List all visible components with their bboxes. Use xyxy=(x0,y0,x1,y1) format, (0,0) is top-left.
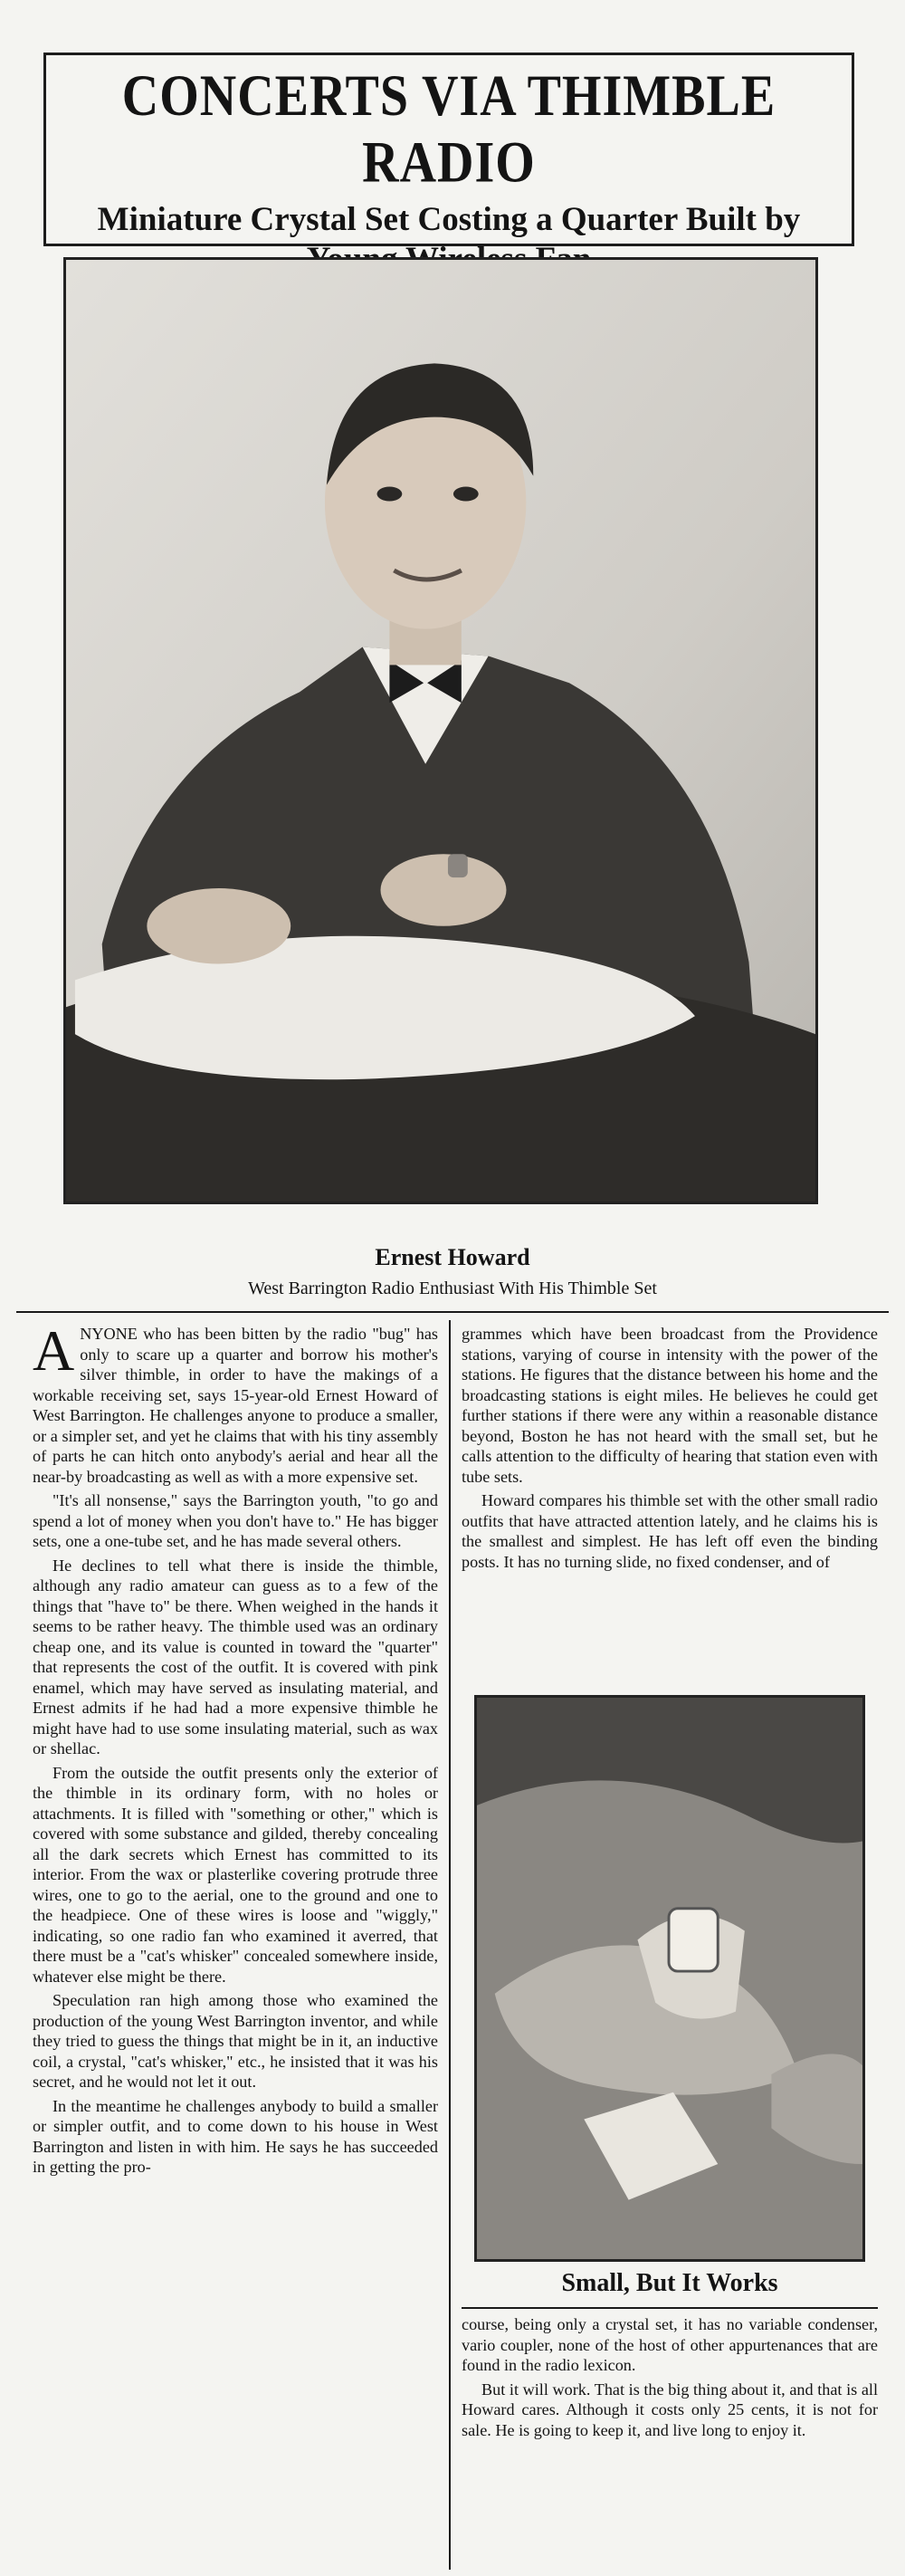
article-right-top xyxy=(462,1324,878,1686)
portrait-photo xyxy=(63,257,818,1204)
article-paragraph: Howard compares his thimble set with the other small radio outfits that have attracted attention lately, and he claims his is the smallest and simplest. He has left off even the binding posts. It has no turning slide, no fixed condenser, and of xyxy=(462,1491,878,1571)
article-paragraph: But it will work. That is the big thing about it, and that is all Howard cares. Although it costs only 25 cents, it is not for sale. He is going to keep it, and live long to enjoy it. xyxy=(462,2380,878,2439)
section-rule xyxy=(16,1311,889,1313)
article-paragraph: Speculation ran high among those who examined the production of the young West Barrington inventor, and while they tried to guess the things that might be in it, an inductive coil, a crystal, "cat's whisker," etc., he insisted that it was his secret, and he would not let it out. xyxy=(33,1991,438,2091)
article-paragraph: "It's all nonsense," says the Barrington youth, "to go and spend a lot of money when you don't have to." He has bigger sets, one a one-tube set, and he has made several others. xyxy=(33,1491,438,1550)
portrait-caption-text: West Barrington Radio Enthusiast With His Thimble Set xyxy=(248,1278,657,1298)
column-rule xyxy=(449,1320,451,2570)
headline-subtitle-line1: Miniature Crystal Set Costing a Quarter Built by xyxy=(97,201,801,238)
drop-cap: A xyxy=(33,1318,75,1383)
article-paragraph: course, being only a crystal set, it has no variable condenser, vario coupler, none of the host of other appurtenances that are found in the radio lexicon. xyxy=(462,2315,878,2374)
article-right-bottom xyxy=(462,2314,878,2568)
thimble-photo xyxy=(474,1695,865,2262)
article-paragraph: ANYONE who has been bitten by the radio "bug" has only to scare up a quarter and borrow his mother's silver thimble, in order to have the makings of a workable receiving set, says 15-year-old Ernest Howard of West Barrington. He challenges anyone to produce a smaller, or a simpler set, and yet he claims that with his tiny assembly of parts he can hitch onto anybody's aerial and hear all the near-by broadcasting as well as with a more expensive set. xyxy=(33,1318,438,1486)
article-paragraph: He declines to tell what there is inside the thimble, although any radio amateur can guess as to a few of the things that "have to" be there. When weighed in the hands it seems to be rather heavy. The thimble used was an ordinary cheap one, and its value is counted in toward the "quarter" that represents the cost of the outfit. It is covered with pink enamel, which may have served as insulating material, and Ernest admits if he had had a more expensive thimble he might have had to use some insulating material, such as wax or shellac. xyxy=(33,1556,438,1757)
article-paragraph: In the meantime he challenges anybody to build a smaller or simpler outfit, and to come down to his house in West Barrington and listen in with him. He says he has succeeded in getting the pro- xyxy=(33,2096,438,2176)
portrait-caption-name: Ernest Howard xyxy=(375,1244,530,1270)
article-paragraph: From the outside the outfit presents only the exterior of the thimble in its ordinary form, with no holes or attachments. It is filled with "something or other," which is covered with some substance and gilded, thereby concealing all the dark secrets which Ernest has committed to its interior. From the wax or plasterlike covering protrude three wires, one to go to the aerial, one to the ground and one to the headpiece. One of these wires is loose and "wiggly," indicating, so one radio fan who examined it averred, that there must be a "cat's whisker" concealed somewhere inside, whatever else might be there. xyxy=(33,1763,438,1986)
caption-rule xyxy=(462,2307,878,2309)
thimble-photo-caption: Small, But It Works xyxy=(561,2269,778,2297)
article-paragraph: grammes which have been broadcast from the Providence stations, varying of course in intensity with the power of the stations. He figures that the distance between his home and the broadcasting stations is eight miles. He believes he could get further stations if there were any within a reasonable distance beyond, Boston he has not heard with the small set, but he calls attention to the difficulty of hearing that station even with tube sets. xyxy=(462,1325,878,1486)
headline-box xyxy=(43,53,854,246)
thimble-illustration xyxy=(477,1698,862,2259)
portrait-illustration xyxy=(66,260,815,1202)
headline-title: CONCERTS VIA THIMBLE RADIO xyxy=(121,63,776,196)
article-left-column xyxy=(33,1318,438,2573)
